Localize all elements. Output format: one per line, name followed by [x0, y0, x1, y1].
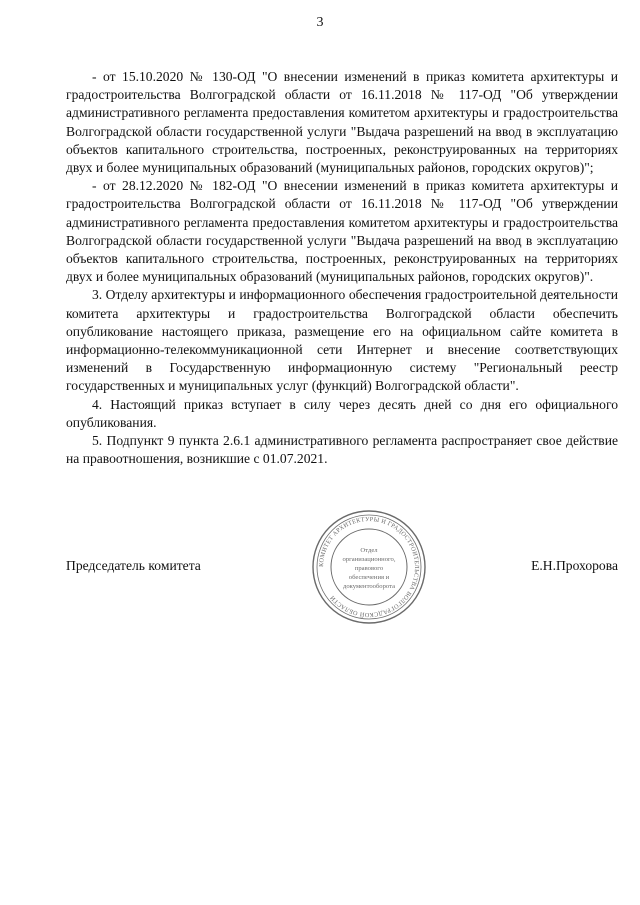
stamp-ring-text: КОМИТЕТ АРХИТЕКТУРЫ И ГРАДОСТРОИТЕЛЬСТВА ВОЛГОГРАДСКОЙ ОБЛАСТИ: [317, 515, 421, 619]
stamp-line-4: обеспечения и: [348, 574, 390, 581]
stamp-line-2: организационного,: [342, 556, 396, 563]
paragraph-amendment-130: - от 15.10.2020 № 130-ОД "О внесении изменений в приказ комитета архитектуры и градостроительства Волгоградской области от 16.11.2018 № 117-ОД "Об утверждении административного регламента предоставления комитетом архитектуры и градостроительства Волгоградской области государственной услуги "Выдача разрешений на ввод в эксплуатацию объектов капитального строительства, построенных, реконструированных на территориях двух и более муниципальных образований (муниципальных районов, городских округов)";: [66, 69, 618, 176]
stamp-line-3: правового: [354, 565, 384, 572]
signatory-title: Председатель комитета: [66, 558, 201, 573]
official-stamp: [311, 509, 427, 625]
signatory-name: Е.Н.Прохорова: [531, 558, 618, 573]
document-body: [66, 68, 618, 468]
paragraph-item-5: 5. Подпункт 9 пункта 2.6.1 административного регламента распространяет свое действие на правоотношения, возникшие с 01.07.2021.: [66, 433, 618, 467]
paragraph-item-4: 4. Настоящий приказ вступает в силу через десять дней со дня его официального опубликования.: [66, 396, 618, 430]
stamp-line-5: документооборота: [342, 583, 396, 590]
stamp-line-1: Отдел: [360, 547, 378, 554]
paragraph-item-3: 3. Отделу архитектуры и информационного обеспечения градостроительной деятельности комитета архитектуры и градостроительства Волгоградской области обеспечить опубликование настоящего приказа, размещение его на официальном сайте комитета в информационно-телекоммуникационной сети Интернет и внесение соответствующих изменений в Государственную информационную систему "Региональный реестр государственных и муниципальных услуг (функций) Волгоградской области".: [66, 287, 618, 394]
paragraph-amendment-182: - от 28.12.2020 № 182-ОД "О внесении изменений в приказ комитета архитектуры и градостроительства Волгоградской области от 16.11.2018 № 117-ОД "Об утверждении административного регламента предоставления комитетом архитектуры и градостроительства Волгоградской области государственной услуги "Выдача разрешений на ввод в эксплуатацию объектов капитального строительства, построенных, реконструированных на территориях двух и более муниципальных образований (муниципальных районов, городских округов)".: [66, 178, 618, 285]
stamp-seal: [311, 509, 427, 625]
page-number: 3: [316, 15, 324, 30]
